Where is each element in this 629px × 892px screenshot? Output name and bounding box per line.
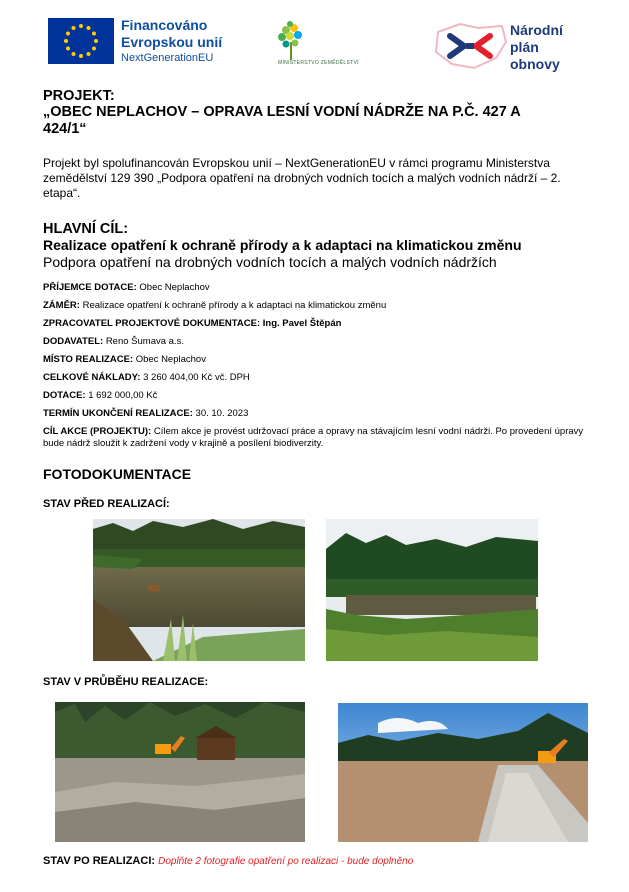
eu-flag-logo: [48, 18, 114, 64]
info-label: PŘÍJEMCE DOTACE:: [43, 282, 137, 293]
project-label: PROJEKT:: [43, 88, 115, 104]
eu-line-3: NextGenerationEU: [121, 52, 214, 64]
project-title: [43, 104, 588, 138]
eu-funding-text: [121, 17, 261, 66]
info-intent: [43, 300, 386, 312]
info-label: ZÁMĚR:: [43, 300, 80, 311]
project-title-line-1: „OBEC NEPLACHOV – OPRAVA LESNÍ VODNÍ NÁDRŽE NA P.Č. 427 A: [43, 104, 521, 120]
after-note: Doplňte 2 fotografie opatření po realizaci - bude doplněno: [158, 856, 414, 867]
info-value: Reno Šumava a.s.: [105, 336, 184, 347]
photo-during-1: [55, 702, 305, 842]
tree-icon: [262, 20, 382, 60]
info-value: Obec Neplachov: [135, 354, 206, 365]
after-label-text: STAV PO REALIZACI:: [43, 855, 156, 867]
info-completion: [43, 408, 248, 420]
after-label: [43, 855, 413, 867]
info-recipient: [43, 282, 210, 294]
info-goal: [43, 426, 593, 450]
info-label: ZPRACOVATEL PROJEKTOVÉ DOKUMENTACE:: [43, 318, 261, 329]
eu-stars-icon: [48, 18, 114, 64]
npo-logo: [430, 18, 510, 76]
info-value: Realizace opatření k ochraně přírody a k adaptaci na klimatickou změnu: [82, 300, 387, 311]
photo-before-2: [326, 519, 538, 661]
ministry-name: MINISTERSTVO ZEMĚDĚLSTVÍ: [278, 60, 359, 66]
info-label: MÍSTO REALIZACE:: [43, 354, 134, 365]
info-location: [43, 354, 206, 366]
photo-during-2: [338, 703, 588, 842]
photo-before-1: [93, 519, 305, 661]
npo-line-2: plán: [510, 39, 539, 55]
info-value: Cílem akce je provést udržovací práce a opravy na stávajícím lesní vodní nádrži. Po provedení úpravy bude nádrž sloužit k zadržení vody v krajině a posílení biodiverzity.: [43, 426, 584, 449]
info-designer: [43, 318, 341, 330]
info-label: CELKOVÉ NÁKLADY:: [43, 372, 141, 383]
npo-line-1: Národní: [510, 22, 563, 38]
goal-label: HLAVNÍ CÍL:: [43, 221, 129, 237]
info-total-costs: [43, 372, 250, 384]
info-value: 30. 10. 2023: [195, 408, 249, 419]
info-label: DOTACE:: [43, 390, 86, 401]
info-label: DODAVATEL:: [43, 336, 104, 347]
info-subsidy: [43, 390, 157, 402]
info-value: 1 692 000,00 Kč: [88, 390, 158, 401]
before-label: STAV PŘED REALIZACÍ:: [43, 498, 170, 510]
npo-symbol-icon: [430, 18, 510, 76]
eu-line-1: Financováno: [121, 17, 208, 33]
info-value: Ing. Pavel Štěpán: [262, 318, 342, 329]
info-supplier: [43, 336, 184, 348]
project-intro: Projekt byl spolufinancován Evropskou unií – NextGenerationEU v rámci programu Ministerstva zemědělství 129 390 „Podpora opatření na drobných vodních tocích a malých vodních nádrží – 2. etapa“.: [43, 156, 561, 200]
npo-text: [510, 22, 563, 73]
eu-line-2: Evropskou unií: [121, 34, 223, 50]
info-value: 3 260 404,00 Kč vč. DPH: [143, 372, 250, 383]
project-title-line-2: 424/1“: [43, 121, 87, 137]
photo-heading: FOTODOKUMENTACE: [43, 466, 192, 482]
goal-sub: Podpora opatření na drobných vodních tocích a malých vodních nádržích: [43, 254, 497, 270]
info-label: TERMÍN UKONČENÍ REALIZACE:: [43, 408, 193, 419]
info-label: CÍL AKCE (PROJEKTU):: [43, 426, 152, 437]
during-label: STAV V PRŮBĚHU REALIZACE:: [43, 676, 209, 688]
npo-line-3: obnovy: [510, 56, 560, 72]
goal-main: Realizace opatření k ochraně přírody a k adaptaci na klimatickou změnu: [43, 237, 522, 253]
info-value: Obec Neplachov: [139, 282, 210, 293]
